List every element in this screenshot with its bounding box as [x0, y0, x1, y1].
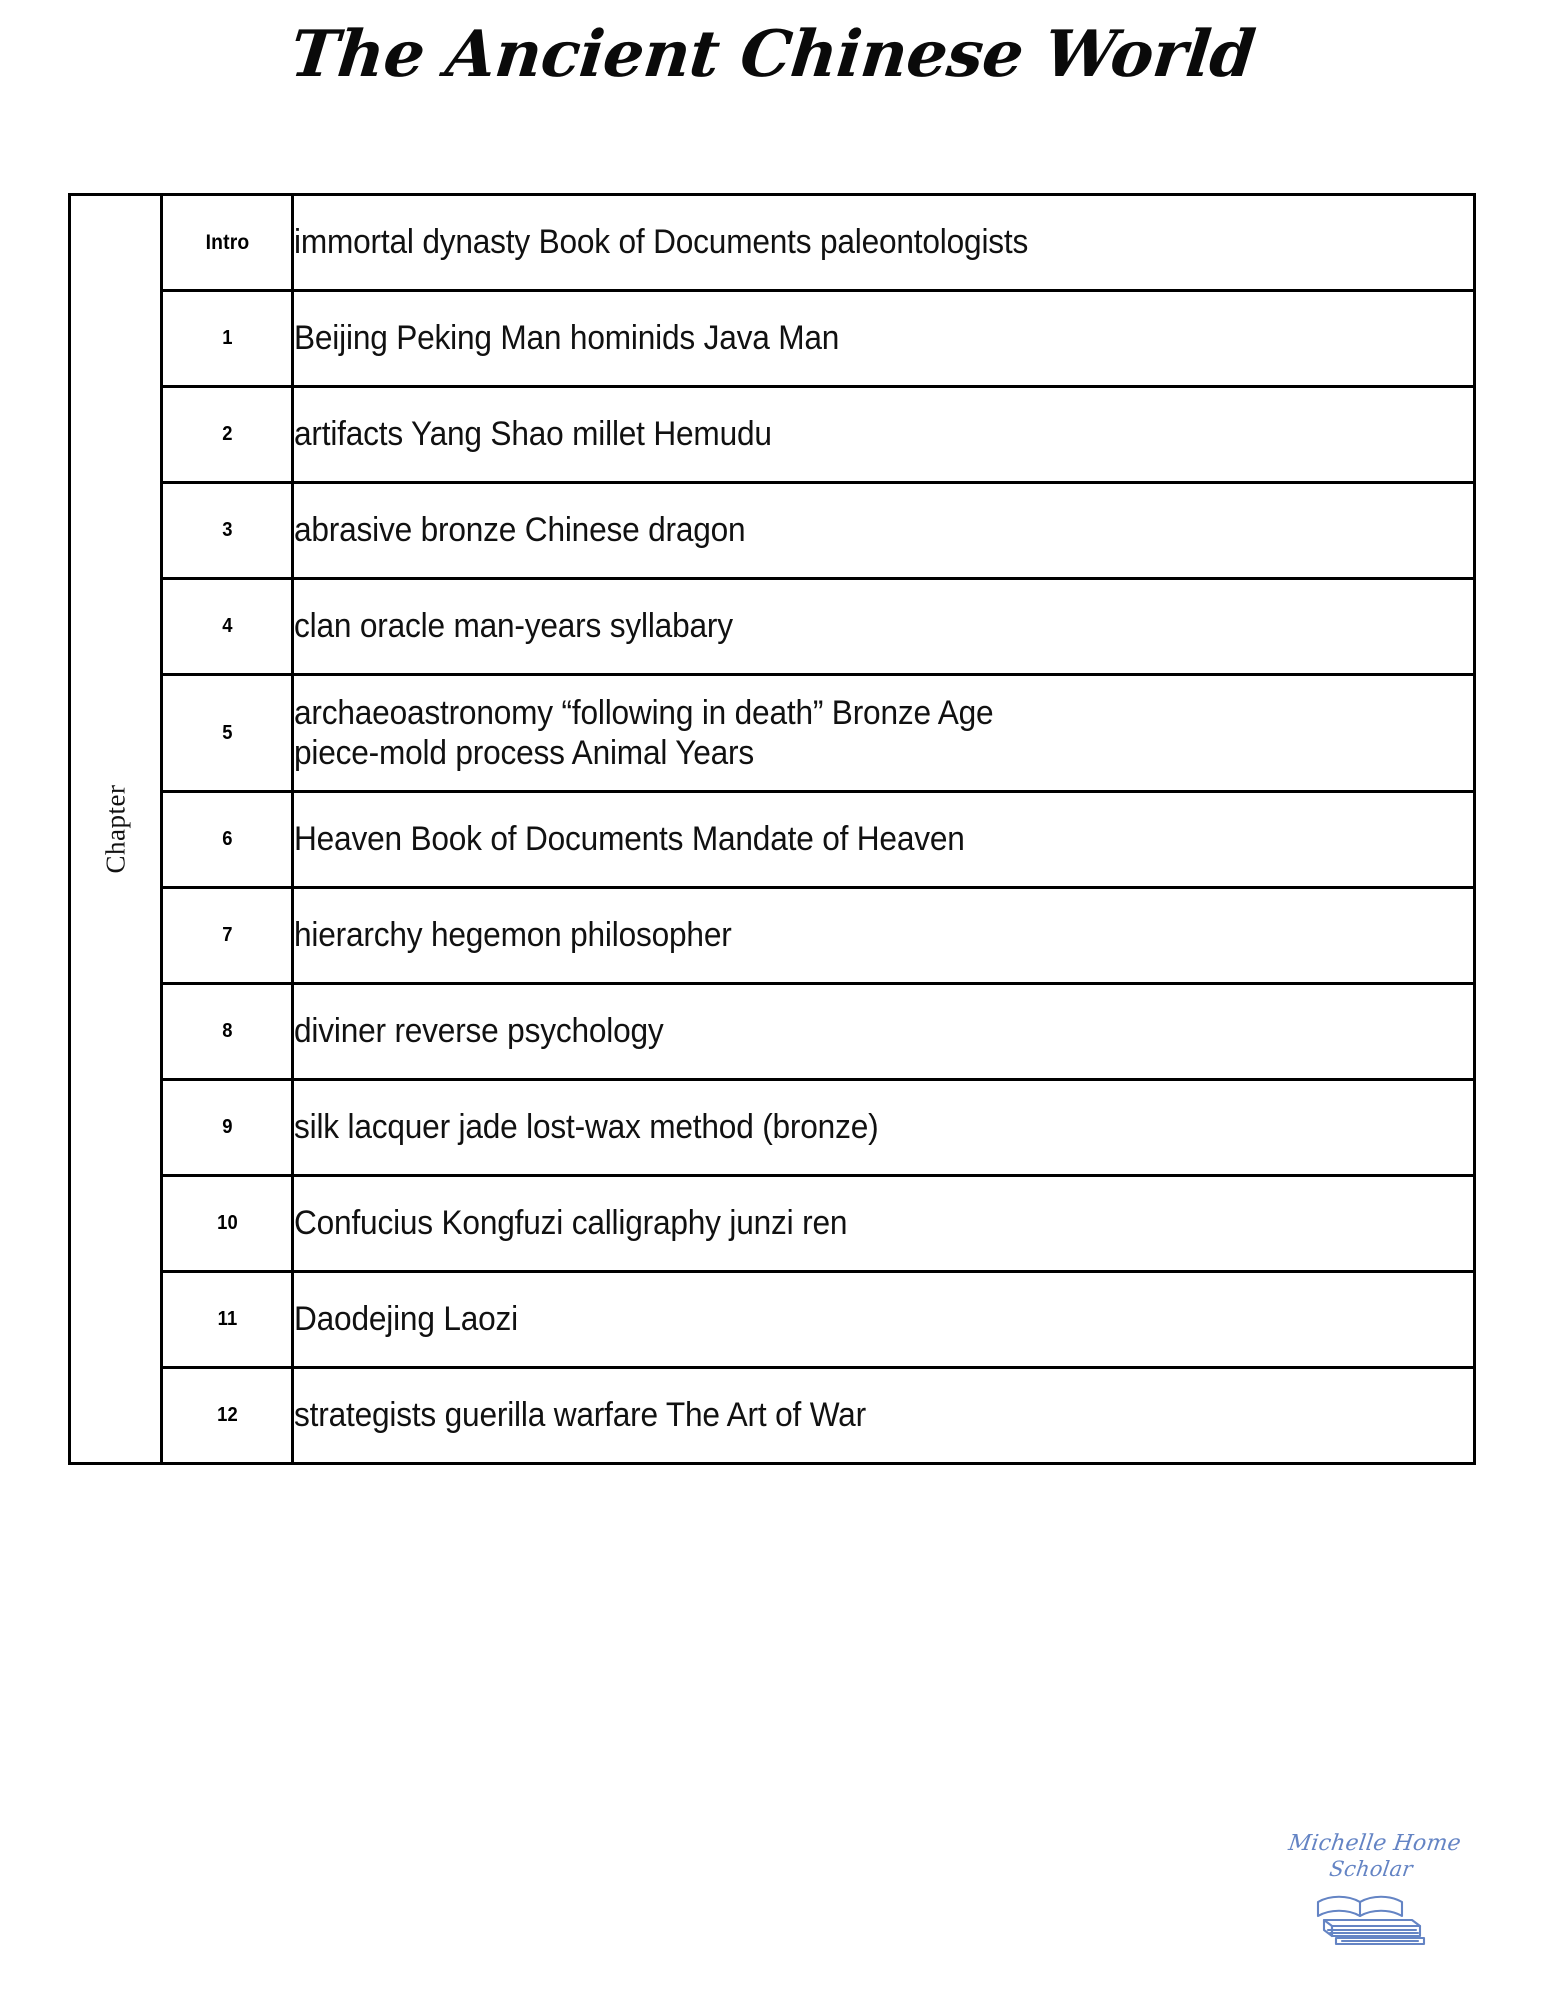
- chapter-number-cell: 11: [167, 1272, 288, 1368]
- table-row: [70, 195, 1475, 291]
- chapter-axis-label-cell: [70, 195, 162, 1464]
- table-body: [70, 195, 1475, 1464]
- chapter-number-cell: 1: [167, 291, 288, 387]
- watermark-text: [1249, 1830, 1496, 1882]
- table-row: [70, 984, 1475, 1080]
- terms-line: archaeoastronomy “following in death” Bronze Age: [294, 693, 994, 732]
- chapter-number-cell: 12: [167, 1368, 288, 1464]
- table-row: [70, 1080, 1475, 1176]
- watermark-line-2: Scholar: [1328, 1856, 1415, 1881]
- chapter-terms-cell: [293, 291, 1475, 387]
- table-row: [70, 675, 1475, 792]
- page-title-container: [0, 18, 1545, 92]
- terms-line: diviner reverse psychology: [294, 1012, 664, 1051]
- table-row: [70, 792, 1475, 888]
- chapter-number-cell: 6: [167, 792, 288, 888]
- table-row: [70, 1176, 1475, 1272]
- table-row: [70, 483, 1475, 579]
- table-row: [70, 291, 1475, 387]
- terms-line: Beijing Peking Man hominids Java Man: [294, 319, 840, 358]
- chapter-terms-cell: [293, 984, 1475, 1080]
- table-row: [70, 888, 1475, 984]
- terms-line: strategists guerilla warfare The Art of War: [294, 1396, 866, 1435]
- table-row: [70, 1272, 1475, 1368]
- chapter-terms-cell: [293, 888, 1475, 984]
- page-title: The Ancient Chinese World: [286, 17, 1259, 92]
- book-stack-icon: [1253, 1886, 1493, 1948]
- terms-line: piece-mold process Animal Years: [294, 734, 755, 772]
- chapter-terms-cell: [293, 1272, 1475, 1368]
- terms-line: artifacts Yang Shao millet Hemudu: [294, 415, 772, 454]
- chapter-number-cell: 8: [167, 984, 288, 1080]
- terms-line: Heaven Book of Documents Mandate of Heaven: [294, 820, 965, 859]
- chapter-terms-cell: [293, 387, 1475, 483]
- terms-line: hierarchy hegemon philosopher: [294, 916, 732, 955]
- terms-line: Confucius Kongfuzi calligraphy junzi ren: [294, 1204, 848, 1243]
- terms-line: clan oracle man-years syllabary: [294, 607, 733, 646]
- terms-line: Daodejing Laozi: [294, 1300, 518, 1339]
- chapter-terms-cell: [293, 675, 1475, 792]
- chapter-number-cell: 7: [167, 888, 288, 984]
- chapter-axis-label: Chapter: [100, 784, 130, 874]
- chapter-number-cell: 10: [167, 1176, 288, 1272]
- vocabulary-table: [68, 193, 1476, 1465]
- terms-line: silk lacquer jade lost-wax method (bronze): [294, 1108, 879, 1147]
- chapter-terms-cell: [293, 483, 1475, 579]
- terms-line: abrasive bronze Chinese dragon: [294, 511, 746, 550]
- chapter-terms-cell: [293, 792, 1475, 888]
- chapter-terms-cell: [293, 579, 1475, 675]
- chapter-terms-cell: [293, 1080, 1475, 1176]
- publisher-watermark: [1253, 1830, 1493, 1990]
- terms-line: immortal dynasty Book of Documents paleontologists: [294, 223, 1029, 262]
- chapter-number-cell: 4: [167, 579, 288, 675]
- chapter-number-cell: 5: [167, 675, 288, 792]
- table-row: [70, 579, 1475, 675]
- chapter-terms-cell: [293, 195, 1475, 291]
- chapter-number-cell: Intro: [167, 195, 288, 291]
- table-row: [70, 1368, 1475, 1464]
- table-row: [70, 387, 1475, 483]
- chapter-number-cell: 3: [167, 483, 288, 579]
- watermark-line-1: Michelle Home: [1286, 1831, 1463, 1856]
- chapter-number-cell: 9: [167, 1080, 288, 1176]
- chapter-terms-cell: [293, 1368, 1475, 1464]
- chapter-number-cell: 2: [167, 387, 288, 483]
- chapter-terms-cell: [293, 1176, 1475, 1272]
- vocabulary-table-container: [68, 193, 1476, 1465]
